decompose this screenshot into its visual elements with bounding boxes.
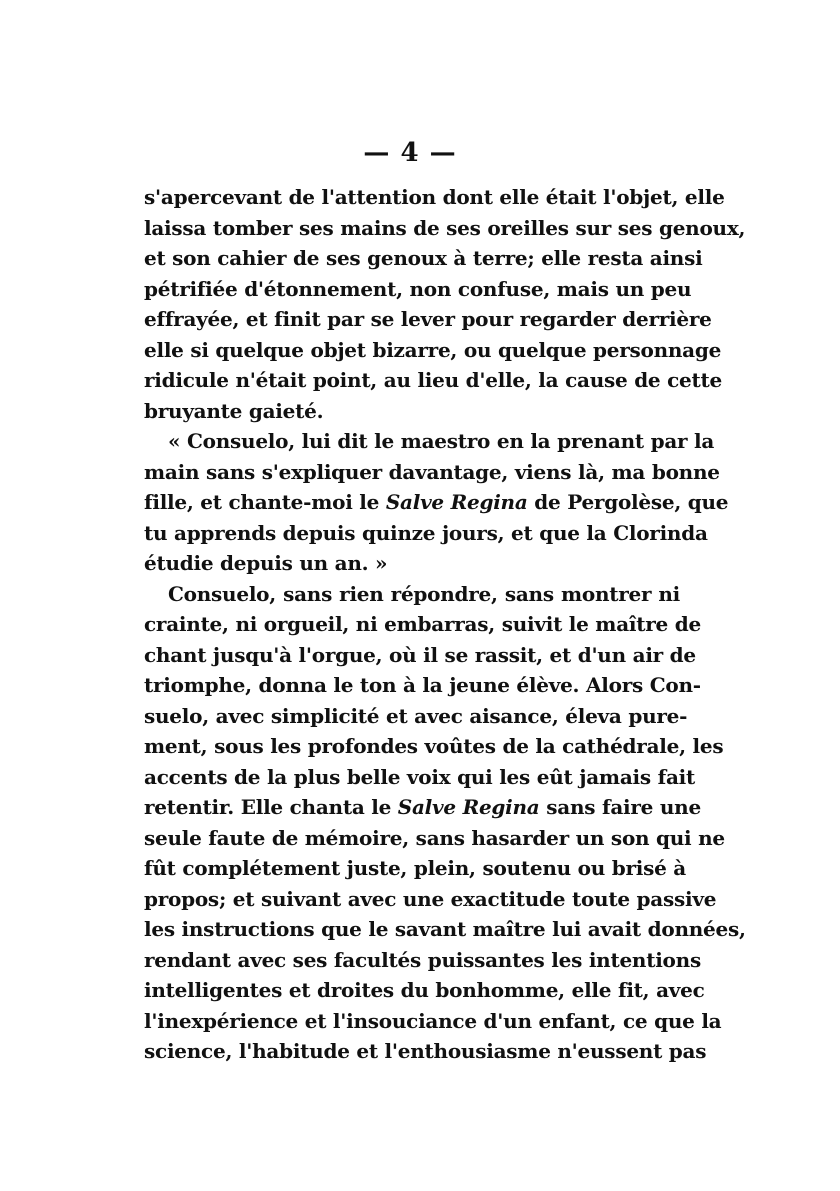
text-segment: de Pergolèse, que [527,490,729,514]
work-title: Salve Regina [385,490,528,514]
text-line: seule faute de mémoire, sans hasarder un son qui ne [144,825,725,850]
text-segment: retentir. Elle chanta le [144,795,398,819]
text-line: et son cahier de ses genoux à terre; elle resta ainsi [144,246,703,270]
text-line: fût complétement juste, plein, soutenu ou brisé à [144,856,686,880]
text-line: ridicule n'était point, au lieu d'elle, la cause de cette [144,368,722,392]
text-line: accents de la plus belle voix qui les eût jamais fait [144,764,695,789]
text-line: crainte, ni orgueil, ni embarras, suivit le maître de [144,612,701,636]
text-line: triomphe, donna le ton à la jeune élève. Alors Con- [144,673,701,697]
work-title: Salve Regina [397,795,540,819]
text-line: les instructions que le savant maître lui avait données, [144,917,746,941]
text-line: bruyante gaieté. [144,398,324,423]
text-line: laissa tomber ses mains de ses oreilles sur ses genoux, [144,215,746,240]
text-line: effrayée, et finit par se lever pour regarder derrière [144,307,712,331]
text-line: étudie depuis un an. » [144,551,388,575]
text-line: l'inexpérience et l'insouciance d'un enfant, ce que la [144,1008,722,1033]
text-line: elle si quelque objet bizarre, ou quelque personnage [144,337,722,362]
text-line: chant jusqu'à l'orgue, où il se rassit, et d'un air de [144,642,696,667]
text-line: pétrifiée d'étonnement, non confuse, mais un peu [144,276,692,301]
text-line: « Consuelo, lui dit le maestro en la prenant par la [168,429,715,453]
text-line: propos; et suivant avec une exactitude toute passive [144,886,717,911]
text-segment: sans faire une [539,795,701,819]
text-line: main sans s'expliquer davantage, viens là, ma bonne [144,459,720,484]
text-line: s'apercevant de l'attention dont elle était l'objet, elle [144,185,725,209]
body-text [144,182,746,1067]
text-line: Consuelo, sans rien répondre, sans montrer ni [168,581,680,606]
page-number: — 4 — [363,138,457,168]
text-line: tu apprends depuis quinze jours, et que la Clorinda [144,520,708,545]
text-line: rendant avec ses facultés puissantes les intentions [144,947,701,972]
text-line-with-title [144,792,701,823]
text-segment: fille, et chante-moi le [144,490,386,514]
text-line: suelo, avec simplicité et avec aisance, éleva pure- [144,703,688,728]
text-line-with-title [144,487,729,518]
text-line: ment, sous les profondes voûtes de la cathédrale, les [144,734,724,758]
text-line: intelligentes et droites du bonhomme, elle fit, avec [144,978,705,1002]
text-line: science, l'habitude et l'enthousiasme n'eussent pas [144,1039,707,1063]
